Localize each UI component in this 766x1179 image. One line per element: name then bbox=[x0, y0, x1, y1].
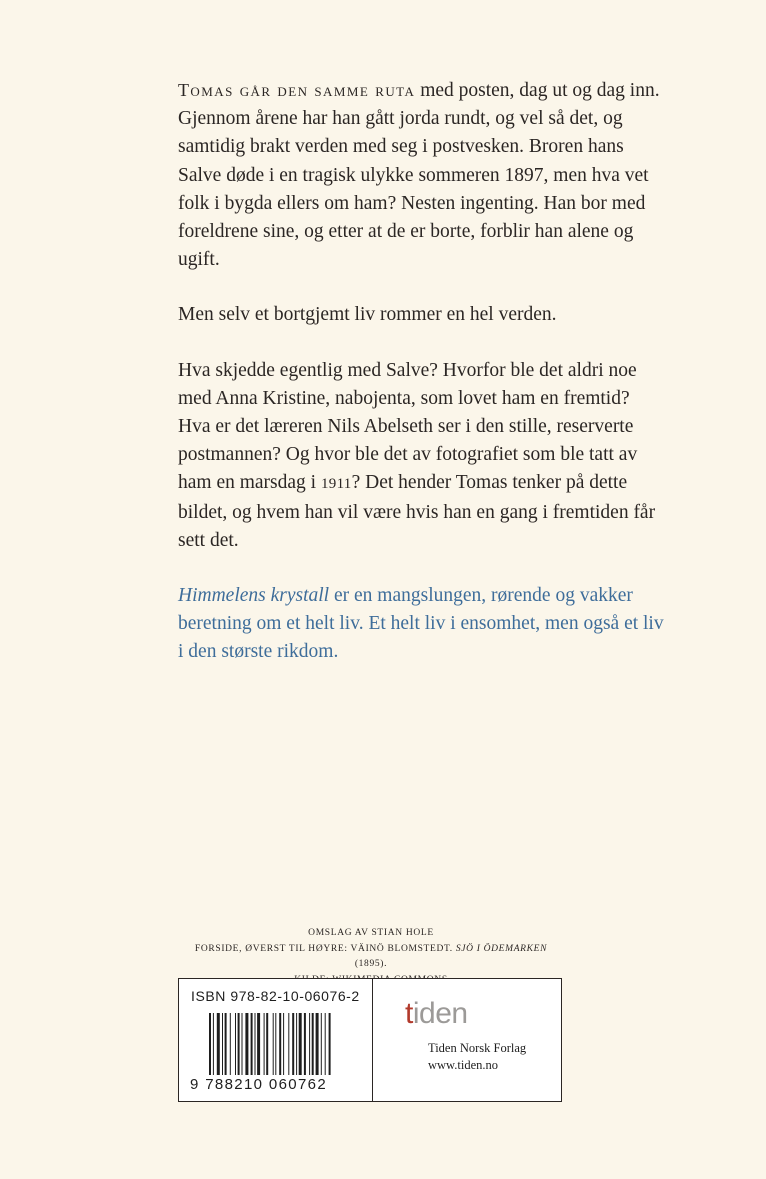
barcode-digits: 9 788210 060762 bbox=[190, 1076, 328, 1093]
logo-t: t bbox=[405, 997, 413, 1030]
credit-line-2 bbox=[178, 942, 564, 973]
blurb-paragraph-3 bbox=[178, 357, 664, 555]
publisher-url: www.tiden.no bbox=[428, 1057, 499, 1072]
blurb-paragraph-3-text-a: Hva skjedde egentlig med Salve? Hvorfor ble det aldri noe med Anna Kristine, nabojenta, som lovet ham en fremtid? Hva er det læreren Nils Abelseth ser i den stille, reserverte postmannen? Og hvor ble det av fotografiet som ble tatt av ham en marsdag i bbox=[178, 359, 638, 494]
blurb-paragraph-3-text-b: ? Det hender Tomas tenker på dette bildet, og hvem han vil være hvis han en gang i fremtiden får sett det. bbox=[178, 472, 656, 551]
blurb-lead-in: Tomas går den samme ruta bbox=[178, 80, 416, 100]
isbn-label: ISBN 978-82-10-06076-2 bbox=[191, 988, 360, 1004]
logo-rest: iden bbox=[412, 997, 468, 1030]
box-divider bbox=[372, 979, 373, 1101]
credit-line-1: OMSLAG AV STIAN HOLE bbox=[308, 928, 434, 938]
blurb-paragraph-2: Men selv et bortgjemt liv rommer en hel verden. bbox=[178, 304, 557, 326]
barcode-box bbox=[178, 978, 562, 1102]
blurb-year: 1911 bbox=[320, 476, 352, 493]
publisher-info bbox=[428, 1040, 526, 1073]
blurb-paragraph-1-text: med posten, dag ut og dag inn. Gjennom årene har han gått jorda rundt, og vel så det, og samtidig brakt verden med seg i postvesken. Broren hans Salve døde i en tragisk ulykke sommeren 1897, men hva vet folk i bygda ellers om ham? Nesten ingenting. Han bor med foreldrene sine, og etter at de er borte, forblir han alene og ugift. bbox=[178, 80, 660, 271]
blurb-paragraph-4 bbox=[178, 582, 664, 667]
blurb-paragraph-4-text: er en mangslungen, rørende og vakker beretning om et helt liv. Et helt liv i ensomhet, men også et liv i den største rikdom. bbox=[178, 585, 664, 663]
blurb-paragraph-1 bbox=[178, 76, 664, 274]
credit-line-2-a: FORSIDE, ØVERST TIL HØYRE: VÄINÖ BLOMSTEDT. bbox=[194, 943, 456, 954]
tiden-logo bbox=[405, 997, 468, 1031]
barcode-icon bbox=[209, 1013, 361, 1075]
publisher-name: Tiden Norsk Forlag bbox=[428, 1041, 527, 1055]
back-cover-blurb bbox=[178, 76, 664, 694]
painting-title: SJÖ I ÖDEMARKEN bbox=[455, 943, 548, 954]
book-title: Himmelens krystall bbox=[178, 585, 330, 607]
credit-line-2-b: (1895). bbox=[354, 959, 388, 969]
